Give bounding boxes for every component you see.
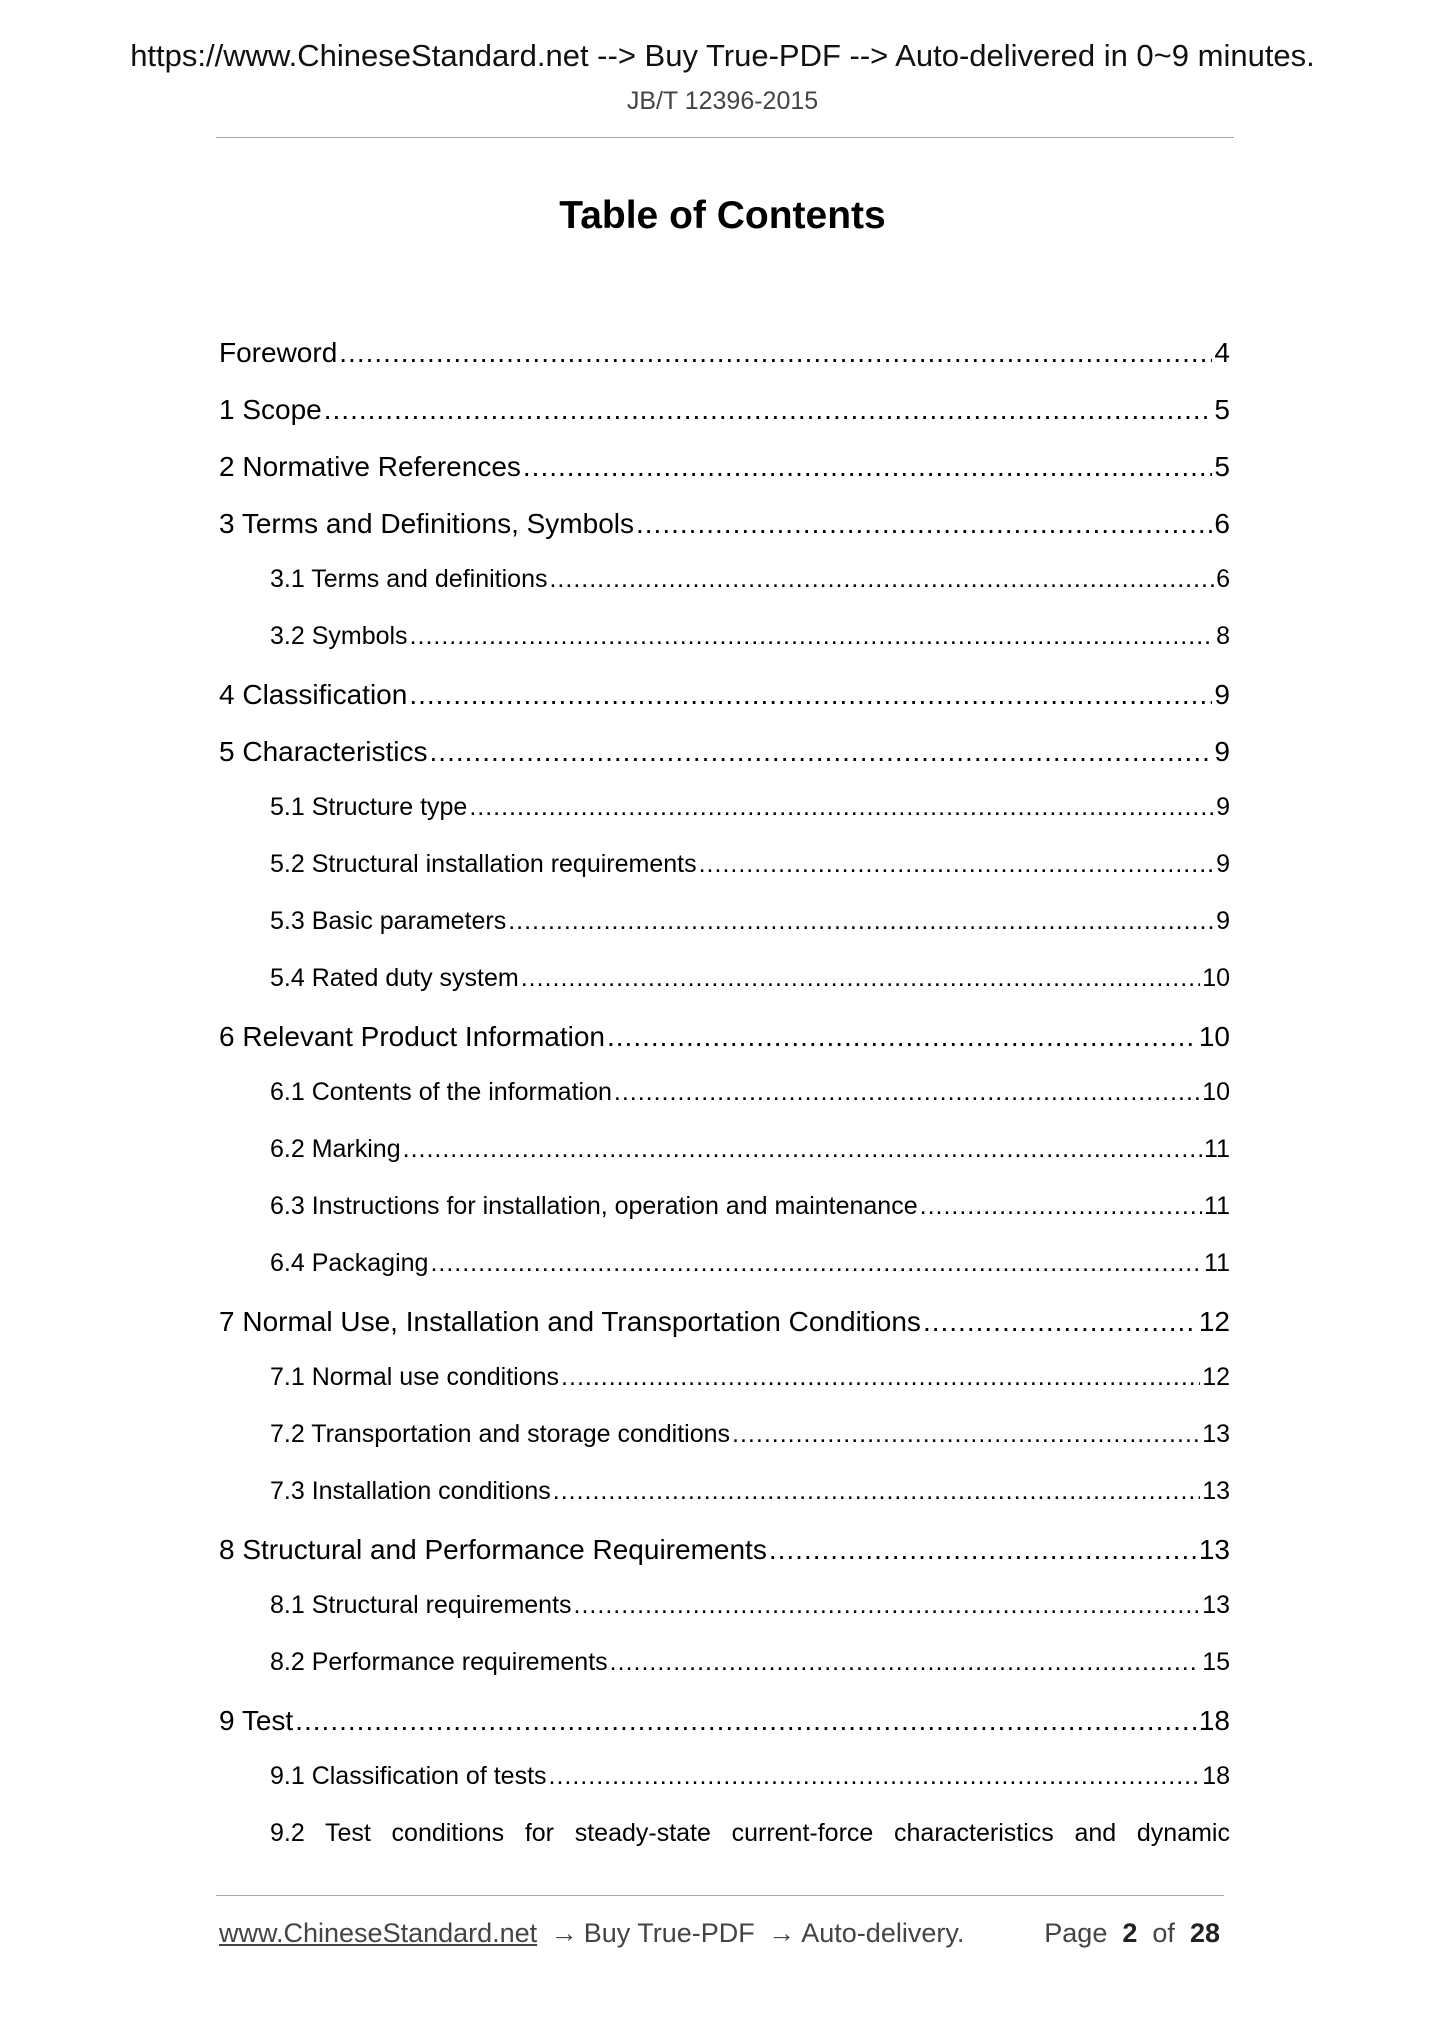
toc-dot-leader (553, 1477, 1200, 1506)
toc-entry-label: 4 Classification (219, 679, 408, 710)
standard-code: JB/T 12396-2015 (626, 87, 819, 115)
footer-delivery-text: Auto-delivery. (801, 1918, 965, 1948)
toc-entry-label: 1 Scope (219, 394, 322, 425)
toc-entry-page: 18 (1202, 1762, 1230, 1790)
toc-dot-leader (295, 1705, 1197, 1737)
toc-entry[interactable] (219, 1249, 1230, 1306)
toc-entry-page: 9 (1216, 793, 1230, 821)
toc-entry-label: 6.1 Contents of the information (270, 1078, 612, 1106)
toc-entry-label: 6.2 Marking (270, 1135, 401, 1163)
toc-entry-page: 11 (1204, 1192, 1230, 1220)
toc-entry-page: 18 (1198, 1705, 1230, 1736)
footer-buy-text: Buy True-PDF (583, 1918, 755, 1948)
toc-dot-leader (523, 451, 1213, 483)
toc-entry-page: 13 (1202, 1477, 1230, 1505)
toc-dot-leader (521, 964, 1200, 993)
toc-entry[interactable] (219, 1591, 1230, 1648)
toc-entry[interactable] (219, 1021, 1230, 1078)
toc-entry[interactable] (219, 1705, 1230, 1762)
page-number: 2 (1122, 1918, 1138, 1948)
toc-entry-label: 6.3 Instructions for installation, operation and maintenance (270, 1192, 918, 1220)
toc-entry-label: 8.2 Performance requirements (270, 1648, 608, 1676)
toc-entry-label: 7.3 Installation conditions (270, 1477, 551, 1505)
toc-dot-leader (469, 793, 1214, 822)
toc-entry-label: 8.1 Structural requirements (270, 1591, 572, 1619)
toc-dot-leader (409, 679, 1212, 711)
toc-entry-page: 10 (1202, 964, 1230, 992)
toc-entry-label: 2 Normative References (219, 451, 521, 482)
toc-dot-leader (920, 1192, 1202, 1221)
toc-entry[interactable] (219, 337, 1230, 394)
toc-entry[interactable] (219, 1534, 1230, 1591)
toc-dot-leader (403, 1135, 1202, 1164)
of-word: of (1152, 1918, 1175, 1948)
toc-entry-label: 9.2 Test conditions for steady-state current-force characteristics and dynamic (270, 1819, 1230, 1847)
footer-site-link[interactable]: www.ChineseStandard.net (219, 1918, 538, 1948)
toc-dot-leader (430, 1249, 1202, 1278)
toc-entry-page: 9 (1216, 850, 1230, 878)
toc-dot-leader (574, 1591, 1201, 1620)
toc-entry[interactable] (219, 1648, 1230, 1705)
toc-entry[interactable] (219, 1306, 1230, 1363)
page-title: Table of Contents (559, 194, 886, 237)
footer-links (219, 1918, 964, 1949)
toc-entry-label: 5.4 Rated duty system (270, 964, 519, 992)
total-pages: 28 (1189, 1918, 1220, 1948)
header-divider (216, 137, 1234, 138)
toc-entry-label: 9.1 Classification of tests (270, 1762, 547, 1790)
toc-dot-leader (549, 1762, 1201, 1791)
toc-entry[interactable] (219, 1192, 1230, 1249)
toc-entry-label: 7 Normal Use, Installation and Transportation Conditions (219, 1306, 921, 1337)
toc-entry-page: 11 (1204, 1249, 1230, 1277)
toc-list (219, 337, 1230, 1819)
toc-entry[interactable] (219, 565, 1230, 622)
toc-entry-continued[interactable] (219, 1819, 1230, 1876)
toc-dot-leader (636, 508, 1212, 540)
toc-entry-page: 13 (1198, 1534, 1230, 1565)
toc-dot-leader (324, 394, 1213, 426)
toc-dot-leader (549, 565, 1214, 594)
toc-entry-label: 6.4 Packaging (270, 1249, 429, 1277)
toc-dot-leader (430, 736, 1213, 768)
footer-divider (216, 1895, 1224, 1896)
toc-dot-leader (607, 1021, 1197, 1053)
toc-entry-label: 5.3 Basic parameters (270, 907, 507, 935)
toc-entry-label: 5.2 Structural installation requirements (270, 850, 697, 878)
toc-entry[interactable] (219, 679, 1230, 736)
toc-entry[interactable] (219, 622, 1230, 679)
toc-entry-label: 7.2 Transportation and storage conditions (270, 1420, 731, 1448)
toc-entry-label: 3 Terms and Definitions, Symbols (219, 508, 634, 539)
site-header-line: https://www.ChineseStandard.net --> Buy True-PDF --> Auto-delivered in 0~9 minutes. (130, 38, 1315, 73)
toc-entry[interactable] (219, 1363, 1230, 1420)
toc-dot-leader (699, 850, 1214, 879)
toc-entry[interactable] (219, 793, 1230, 850)
toc-dot-leader (610, 1648, 1201, 1677)
table-of-contents (219, 337, 1230, 1876)
toc-dot-leader (732, 1420, 1200, 1449)
toc-entry[interactable] (219, 1078, 1230, 1135)
toc-entry[interactable] (219, 1135, 1230, 1192)
toc-entry[interactable] (219, 1420, 1230, 1477)
toc-entry-page: 6 (1216, 565, 1230, 593)
toc-entry-label: 7.1 Normal use conditions (270, 1363, 560, 1391)
page-counter (1044, 1918, 1220, 1949)
toc-entry-label: Foreword (219, 337, 338, 368)
toc-dot-leader (561, 1363, 1200, 1392)
toc-entry-label: 3.2 Symbols (270, 622, 408, 650)
toc-dot-leader (769, 1534, 1197, 1566)
toc-dot-leader (614, 1078, 1200, 1107)
toc-entry-page: 12 (1202, 1363, 1230, 1391)
toc-entry-page: 6 (1214, 508, 1230, 539)
toc-entry[interactable] (219, 964, 1230, 1021)
toc-entry-page: 9 (1214, 679, 1230, 710)
toc-entry-label: 9 Test (219, 1705, 294, 1736)
toc-entry-label: 6 Relevant Product Information (219, 1021, 605, 1052)
arrow-right-icon: → (768, 1918, 796, 1948)
toc-entry[interactable] (219, 394, 1230, 451)
toc-entry-page: 13 (1202, 1420, 1230, 1448)
toc-dot-leader (410, 622, 1215, 651)
toc-entry-page: 13 (1202, 1591, 1230, 1619)
arrow-right-icon: → (550, 1918, 578, 1948)
toc-entry-page: 10 (1198, 1021, 1230, 1052)
toc-entry[interactable] (219, 508, 1230, 565)
toc-entry-page: 9 (1216, 907, 1230, 935)
toc-entry[interactable] (219, 850, 1230, 907)
toc-entry-page: 12 (1198, 1306, 1230, 1337)
toc-entry[interactable] (219, 736, 1230, 793)
toc-entry[interactable] (219, 1762, 1230, 1819)
toc-entry-label: 5 Characteristics (219, 736, 428, 767)
toc-dot-leader (923, 1306, 1197, 1338)
toc-entry-page: 9 (1214, 736, 1230, 767)
toc-entry-page: 5 (1214, 451, 1230, 482)
toc-entry-page: 5 (1214, 394, 1230, 425)
toc-entry-page: 10 (1202, 1078, 1230, 1106)
toc-entry-page: 4 (1214, 337, 1230, 368)
toc-entry-page: 8 (1216, 622, 1230, 650)
toc-entry-page: 11 (1204, 1135, 1230, 1163)
toc-entry-label: 3.1 Terms and definitions (270, 565, 548, 593)
toc-entry-label: 5.1 Structure type (270, 793, 468, 821)
toc-entry[interactable] (219, 451, 1230, 508)
toc-entry[interactable] (219, 1477, 1230, 1534)
toc-dot-leader (339, 337, 1212, 369)
page-word: Page (1044, 1918, 1108, 1948)
toc-entry[interactable] (219, 907, 1230, 964)
toc-entry-page: 15 (1202, 1648, 1230, 1676)
toc-entry-label: 8 Structural and Performance Requirements (219, 1534, 767, 1565)
toc-dot-leader (508, 907, 1214, 936)
